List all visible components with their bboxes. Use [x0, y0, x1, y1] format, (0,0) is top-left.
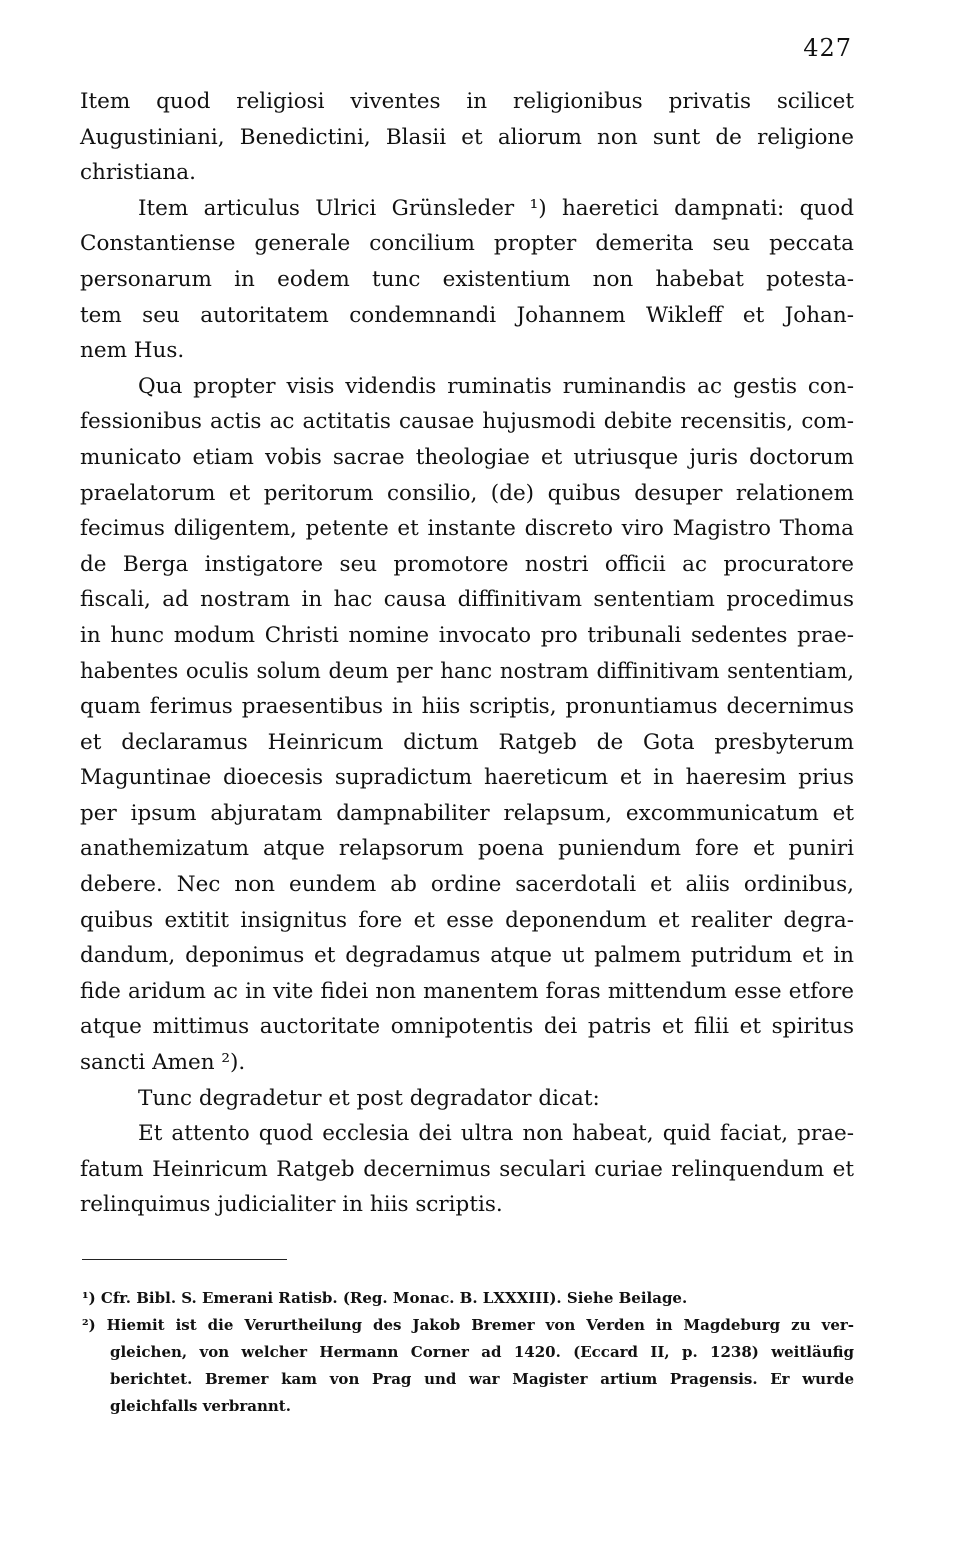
- text-line: personarum in eodem tunc existentium non habebat potesta-: [80, 266, 854, 292]
- text-line: nem Hus.: [80, 338, 185, 364]
- page-number: 427: [803, 34, 852, 62]
- text-line: fessionibus actis ac actitatis causae hujusmodi debite recensitis, com-: [80, 409, 854, 435]
- text-line: quam ferimus praesentibus in hiis scriptis, pronuntiamus decernimus: [80, 694, 854, 720]
- text-line: municato etiam vobis sacrae theologiae et utriusque juris doctorum: [80, 444, 854, 470]
- footnote-line: ²) Hiemit ist die Verurtheilung des Jakob Bremer von Verden in Magdeburg zu ver-: [82, 1316, 854, 1334]
- text-line: debere. Nec non eundem ab ordine sacerdotali et aliis ordinibus,: [80, 872, 854, 898]
- text-line: Maguntinae dioecesis supradictum haereticum et in haeresim prius: [80, 765, 854, 791]
- footnote-line: ¹) Cfr. Bibl. S. Emerani Ratisb. (Reg. Monac. B. LXXXIII). Siehe Beilage.: [82, 1289, 688, 1307]
- footnote-line: gleichfalls verbrannt.: [110, 1397, 291, 1415]
- text-line: fecimus diligentem, petente et instante discreto viro Magistro Thoma: [80, 516, 854, 542]
- footnotes: [82, 1285, 854, 1420]
- text-line: fiscali, ad nostram in hac causa diffinitivam sententiam procedimus: [80, 587, 854, 613]
- text-line: tem seu autoritatem condemnandi Johannem Wikleff et Johan-: [80, 302, 854, 328]
- footnote-line: berichtet. Bremer kam von Prag und war Magister artium Pragensis. Er wurde: [110, 1370, 854, 1388]
- main-text: [80, 84, 854, 1223]
- text-line: Constantiense generale concilium propter demerita seu peccata: [80, 231, 854, 257]
- text-line: et declaramus Heinricum dictum Ratgeb de Gota presbyterum: [80, 729, 854, 755]
- text-line: relinquimus judicialiter in hiis scriptis.: [80, 1192, 503, 1218]
- text-line: sancti Amen ²).: [80, 1050, 246, 1076]
- text-line: Augustiniani, Benedictini, Blasii et aliorum non sunt de religione: [80, 124, 854, 150]
- text-line: fatum Heinricum Ratgeb decernimus seculari curiae relinquendum et: [80, 1156, 854, 1182]
- text-line: fide aridum ac in vite fidei non manentem foras mittendum esse etfore: [80, 978, 854, 1004]
- text-line: anathemizatum atque relapsorum poena puniendum fore et puniri: [80, 836, 854, 862]
- text-line: Item articulus Ulrici Grünsleder ¹) haeretici dampnati: quod: [138, 195, 854, 221]
- text-line: Tunc degradetur et post degradator dicat:: [138, 1085, 600, 1111]
- text-line: de Berga instigatore seu promotore nostri officii ac procuratore: [80, 551, 854, 577]
- text-line: praelatorum et peritorum consilio, (de) quibus desuper relationem: [80, 480, 854, 506]
- text-line: christiana.: [80, 160, 196, 186]
- text-line: quibus extitit insignitus fore et esse deponendum et realiter degra-: [80, 907, 854, 933]
- text-line: Qua propter visis videndis ruminatis ruminandis ac gestis con-: [138, 373, 854, 399]
- text-line: in hunc modum Christi nomine invocato pro tribunali sedentes prae-: [80, 622, 854, 648]
- text-line: Et attento quod ecclesia dei ultra non habeat, quid faciat, prae-: [138, 1121, 854, 1147]
- footnote-divider: [82, 1259, 287, 1260]
- footnote-line: gleichen, von welcher Hermann Corner ad 1420. (Eccard II, p. 1238) weitläufig: [110, 1343, 854, 1361]
- text-line: habentes oculis solum deum per hanc nostram diffinitivam sententiam,: [80, 658, 854, 684]
- text-line: atque mittimus auctoritate omnipotentis dei patris et filii et spiritus: [80, 1014, 854, 1040]
- text-line: Item quod religiosi viventes in religionibus privatis scilicet: [80, 89, 854, 114]
- text-line: per ipsum abjuratam dampnabiliter relapsum, excommunicatum et: [80, 800, 854, 826]
- text-line: dandum, deponimus et degradamus atque ut palmem putridum et in: [80, 943, 854, 969]
